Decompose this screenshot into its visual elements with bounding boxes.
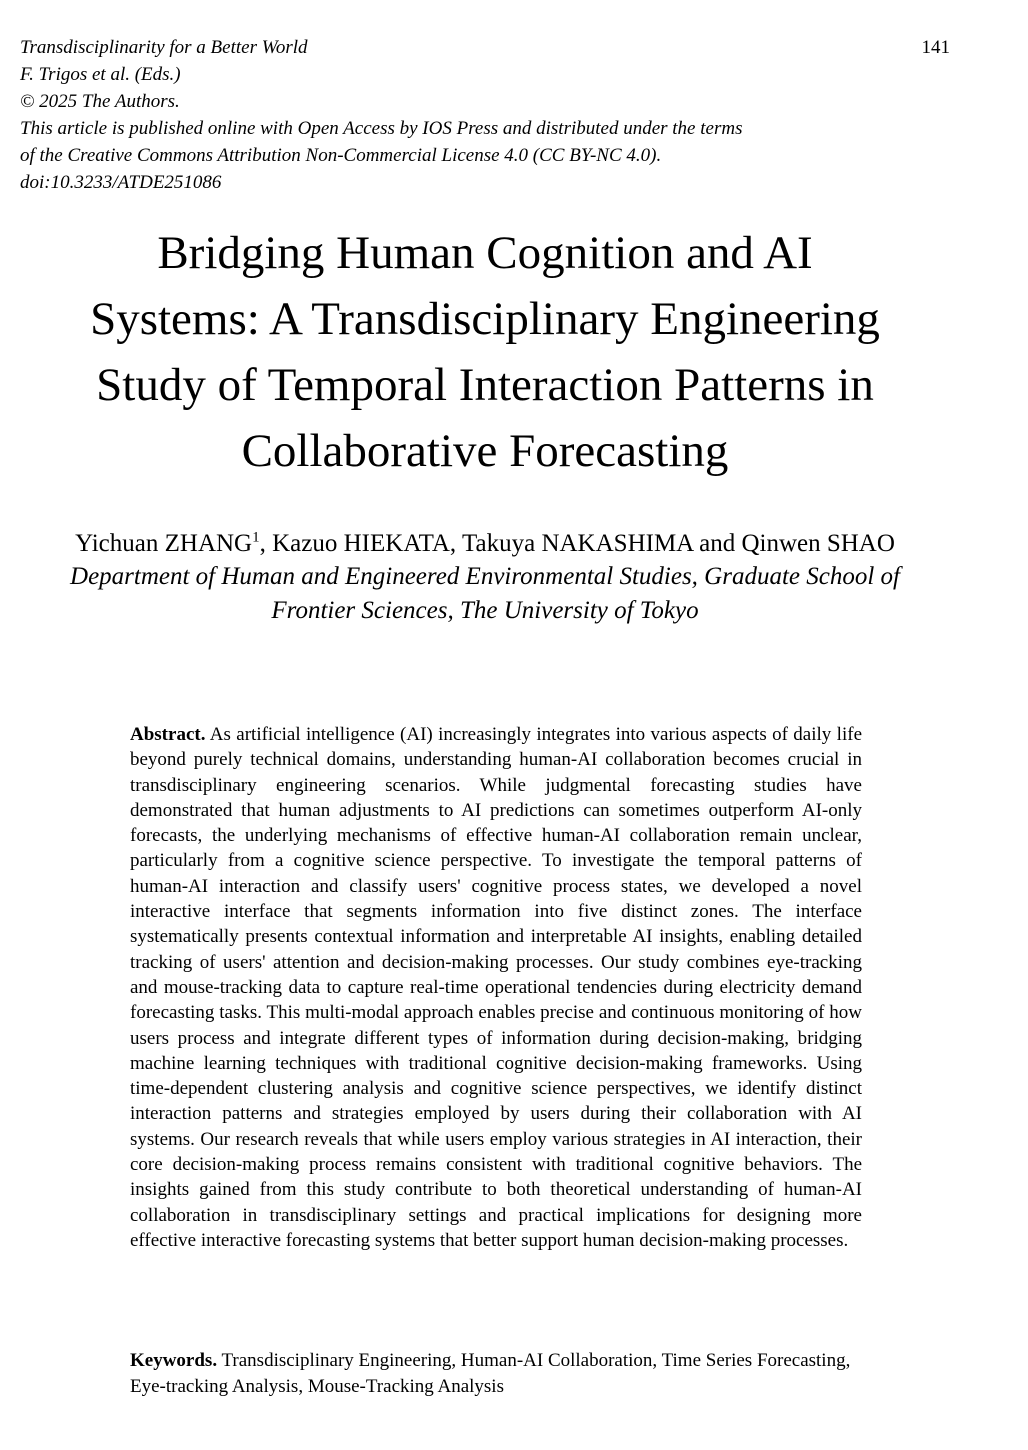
keywords-text: Transdisciplinary Engineering, Human-AI Collaboration, Time Series Forecasting, Eye-tracking Analysis, Mouse-Tracking Analysis — [130, 1350, 851, 1397]
abstract — [130, 722, 862, 1253]
keywords-label: Keywords. — [130, 1350, 218, 1371]
page-number: 141 — [921, 37, 950, 58]
paper-title-line-2: Systems: A Transdisciplinary Engineering — [90, 293, 880, 345]
keywords — [130, 1348, 862, 1400]
author-names-after-sup: , Kazuo HIEKATA, Takuya NAKASHIMA and Qinwen SHAO — [259, 530, 895, 557]
paper-title-line-3: Study of Temporal Interaction Patterns in — [96, 359, 874, 411]
header-editors: F. Trigos et al. (Eds.) — [20, 64, 181, 85]
author-footnote-marker: 1 — [252, 529, 260, 546]
authors-line — [20, 527, 950, 560]
paper-title-line-1: Bridging Human Cognition and AI — [157, 227, 813, 279]
header-citation-block — [20, 34, 742, 196]
header-doi: doi:10.3233/ATDE251086 — [20, 172, 222, 193]
author-names-before-sup: Yichuan ZHANG — [75, 530, 253, 557]
header-book-title: Transdisciplinarity for a Better World — [20, 37, 308, 58]
affiliation-line-1: Department of Human and Engineered Environmental Studies, Graduate School of — [70, 563, 900, 590]
paper-title-line-4: Collaborative Forecasting — [241, 425, 729, 477]
abstract-label: Abstract. — [130, 724, 206, 745]
affiliation-line-2: Frontier Sciences, The University of Tokyo — [271, 597, 699, 624]
header-license-line2: of the Creative Commons Attribution Non-Commercial License 4.0 (CC BY-NC 4.0). — [20, 145, 662, 166]
abstract-text: As artificial intelligence (AI) increasingly integrates into various aspects of daily life beyond purely technical domains, understanding human-AI collaboration becomes crucial in transdisciplinary engineering scenarios. While judgmental forecasting studies have demonstrated that human adjustments to AI predictions can sometimes outperform AI-only forecasts, the underlying mechanisms of effective human-AI collaboration remain unclear, particularly from a cognitive science perspective. To investigate the temporal patterns of human-AI interaction and classify users' cognitive process states, we developed a novel interactive interface that segments information into five distinct zones. The interface systematically presents contextual information and interpretable AI insights, enabling detailed tracking of users' attention and decision-making processes. Our study combines eye-tracking and mouse-tracking data to capture real-time operational tendencies during electricity demand forecasting tasks. This multi-modal approach enables precise and continuous monitoring of how users process and integrate different types of information during decision-making, bridging machine learning techniques with traditional cognitive decision-making frameworks. Using time-dependent clustering analysis and cognitive science perspectives, we identify distinct interaction patterns and strategies employed by users during their collaboration with AI systems. Our research reveals that while users employ various strategies in AI interaction, their core decision-making process remains consistent with traditional cognitive behaviors. The insights gained from this study contribute to both theoretical understanding of human-AI collaboration in transdisciplinary settings and practical implications for designing more effective interactive forecasting systems that better support human decision-making processes. — [130, 724, 862, 1251]
paper-title — [20, 220, 950, 484]
running-header — [20, 34, 950, 196]
header-license-line1: This article is published online with Open Access by IOS Press and distributed under the terms — [20, 118, 743, 139]
affiliation — [20, 560, 950, 628]
header-copyright: © 2025 The Authors. — [20, 91, 180, 112]
